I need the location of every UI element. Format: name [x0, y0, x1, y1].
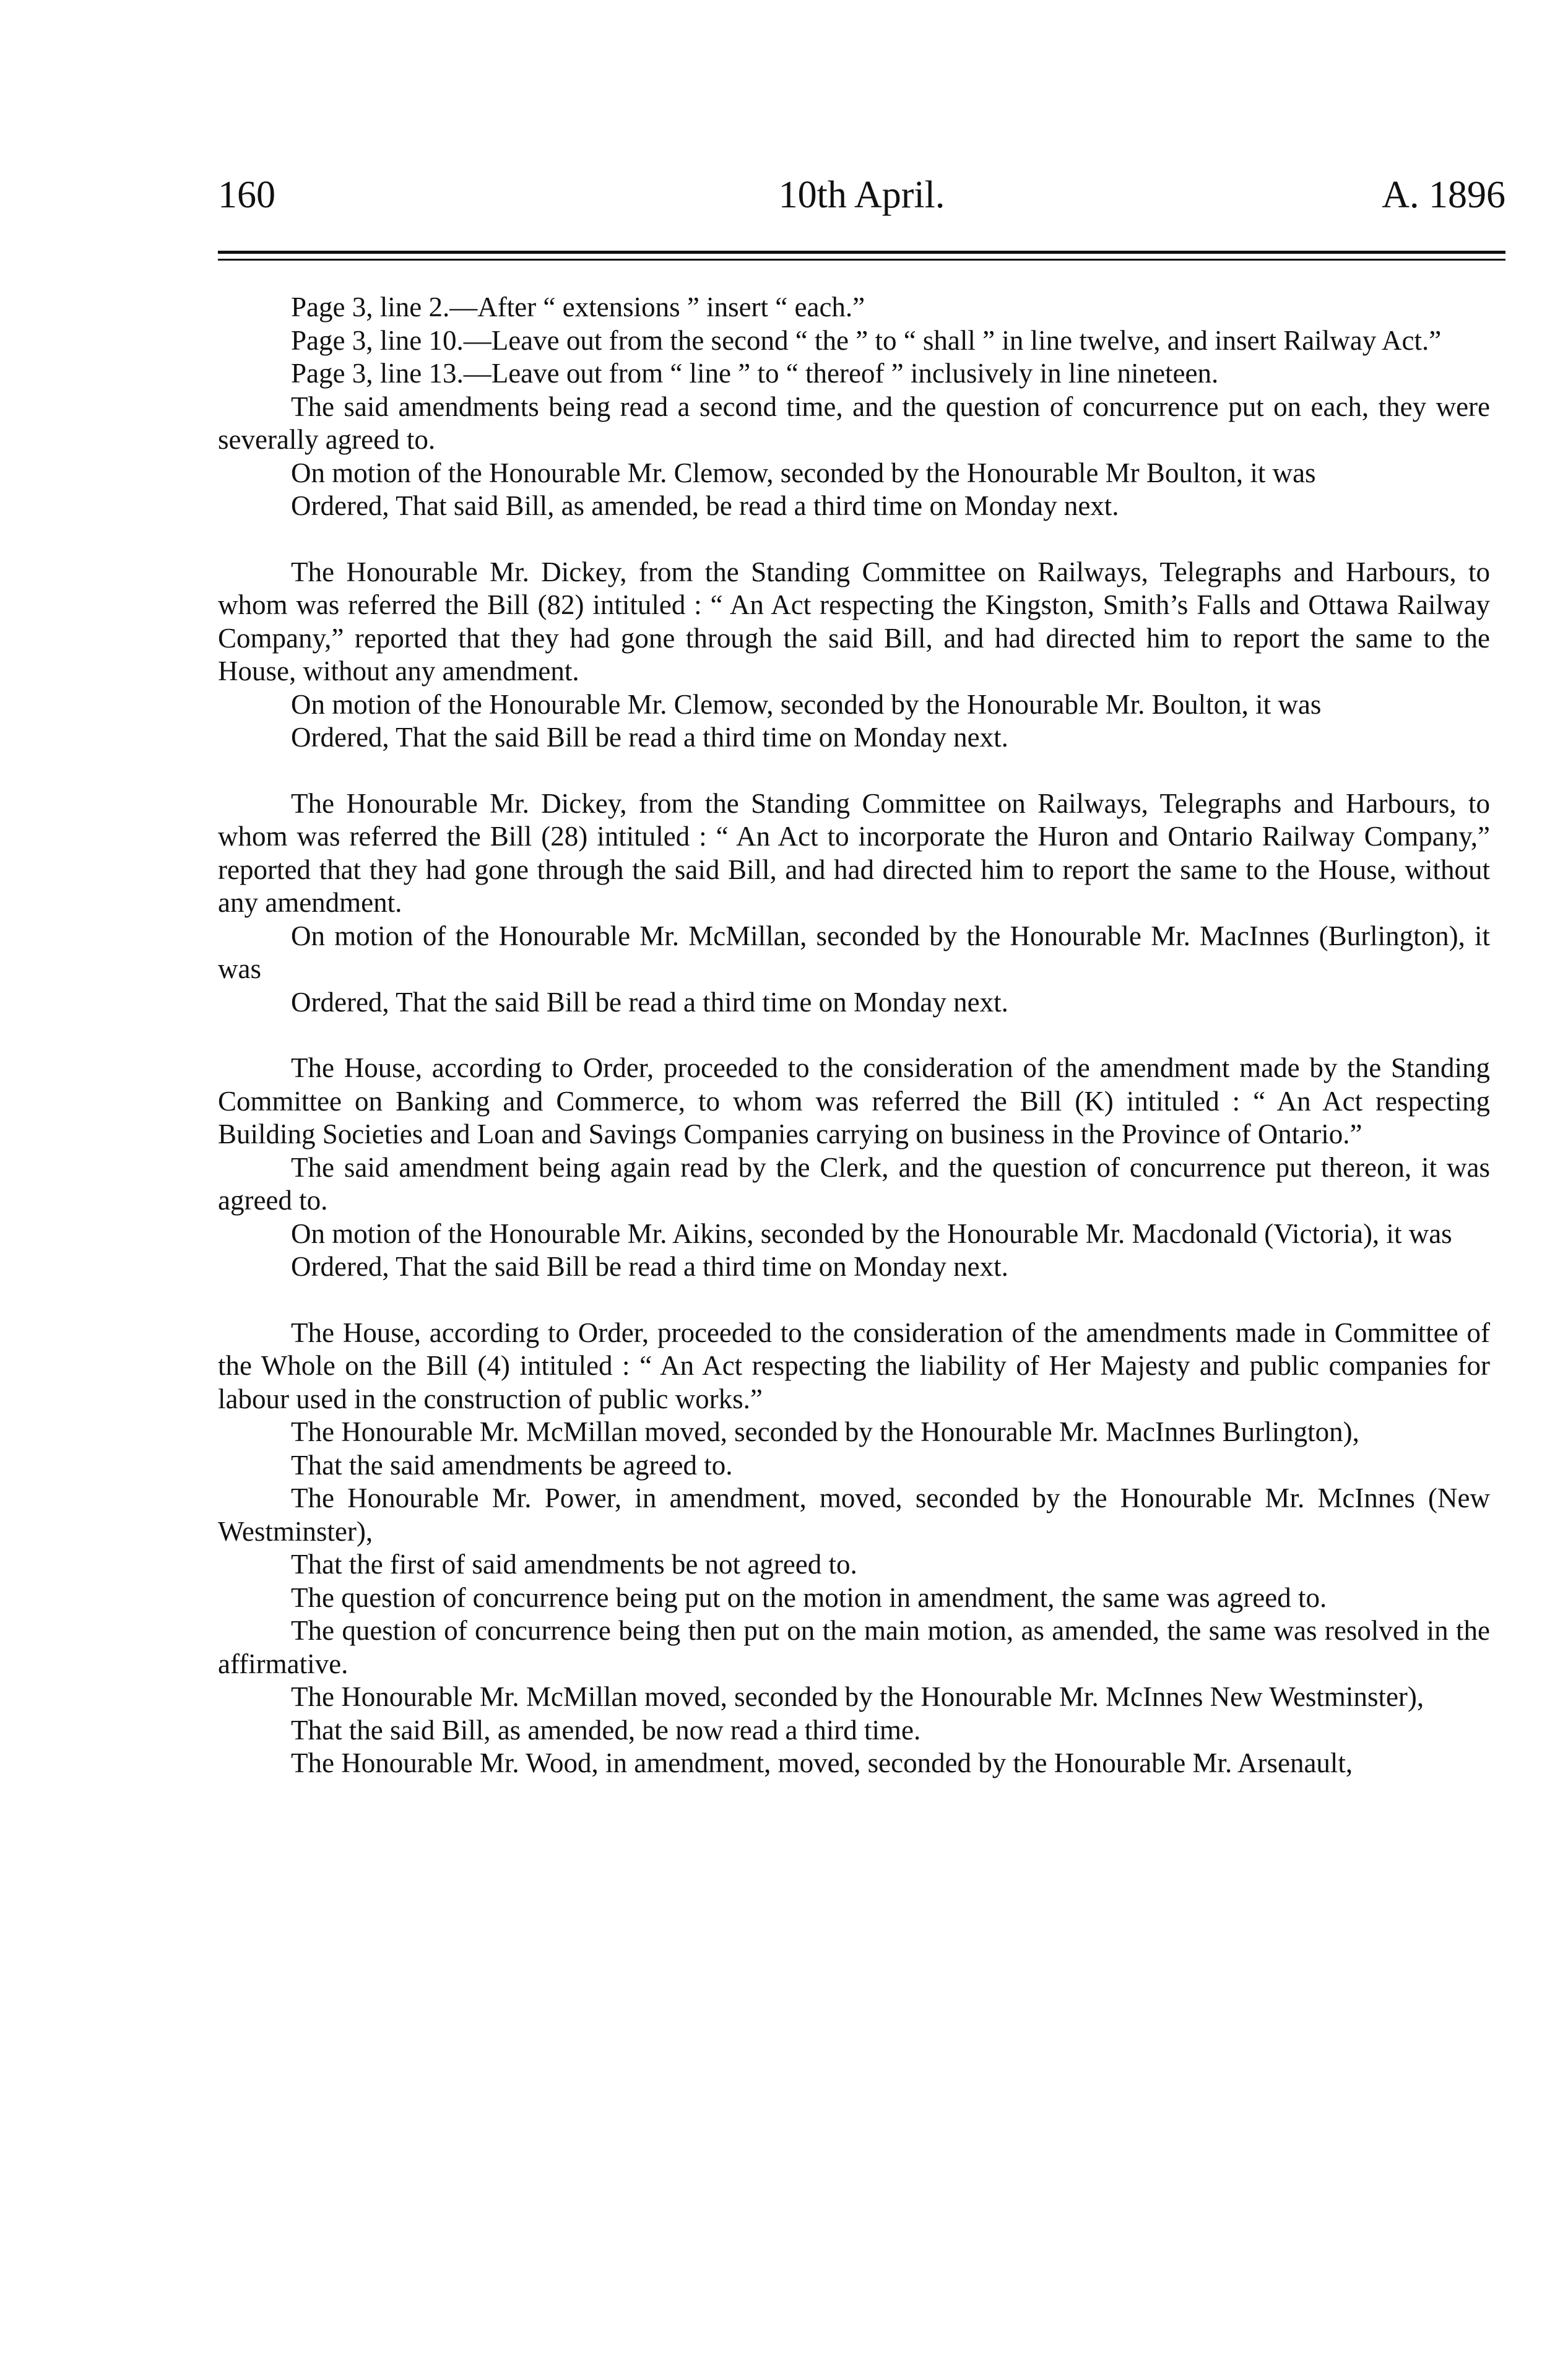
section-amendments-bill	[218, 291, 1490, 523]
paragraph: That the first of said amendments be not agreed to.	[291, 1549, 857, 1580]
page-number: 160	[218, 174, 275, 216]
paragraph: The Honourable Mr. Wood, in amendment, moved, seconded by the Honourable Mr. Arsenault,	[291, 1747, 1353, 1778]
paragraph: On motion of the Honourable Mr. Clemow, seconded by the Honourable Mr. Boulton, it was	[291, 688, 1322, 720]
section-bill-82	[218, 556, 1490, 755]
paragraph: Page 3, line 10.—Leave out from the second “ the ” to “ shall ” in line twelve, and insert Railway Act.”	[291, 324, 1442, 356]
paragraph: On motion of the Honourable Mr. McMillan, seconded by the Honourable Mr. MacInnes (Burlington), it was	[218, 920, 1490, 984]
paragraph: The Honourable Mr. McMillan moved, seconded by the Honourable Mr. McInnes New Westminster),	[291, 1681, 1424, 1712]
paragraph: The question of concurrence being then put on the main motion, as amended, the same was resolved in the affirmative.	[218, 1615, 1490, 1679]
paragraph: The Honourable Mr. Power, in amendment, moved, seconded by the Honourable Mr. McInnes (New Westminster),	[218, 1483, 1490, 1547]
section-bill-28	[218, 787, 1490, 1020]
page-body	[218, 291, 1490, 1780]
paragraph: Ordered, That said Bill, as amended, be read a third time on Monday next.	[291, 490, 1119, 521]
paragraph: Ordered, That the said Bill be read a third time on Monday next.	[291, 986, 1008, 1018]
header-rule-thin	[218, 259, 1505, 261]
section-bill-4	[218, 1317, 1490, 1780]
section-bill-k	[218, 1052, 1490, 1284]
paragraph: On motion of the Honourable Mr. Clemow, seconded by the Honourable Mr Boulton, it was	[291, 457, 1316, 488]
paragraph: The Honourable Mr. Dickey, from the Standing Committee on Railways, Telegraphs and Harbours, to whom was referred the Bill (28) intituled : “ An Act to incorporate the Huron and Ontario Railway Company,” reported that they had gone through the said Bill, and had directed him to report the same to the House, without any amendment.	[218, 787, 1490, 918]
paragraph: That the said Bill, as amended, be now read a third time.	[291, 1714, 921, 1746]
header-rule-thick	[218, 251, 1505, 254]
paragraph: Page 3, line 13.—Leave out from “ line ” to “ thereof ” inclusively in line nineteen.	[291, 358, 1219, 389]
paragraph: The question of concurrence being put on the motion in amendment, the same was agreed to.	[291, 1582, 1327, 1613]
paragraph: That the said amendments be agreed to.	[291, 1449, 733, 1481]
paragraph: Ordered, That the said Bill be read a third time on Monday next.	[291, 1251, 1008, 1282]
paragraph: The House, according to Order, proceeded to the consideration of the amendment made by the Standing Committee on Banking and Commerce, to whom was referred the Bill (K) intituled : “ An Act respecting Building Societies and Loan and Savings Companies carrying on business in the Province of Ontario.”	[218, 1052, 1490, 1150]
header-year: A. 1896	[1382, 174, 1505, 216]
header-date: 10th April.	[778, 174, 945, 216]
page-header	[218, 170, 1505, 220]
paragraph: The said amendments being read a second time, and the question of concurrence put on each, they were severally agreed to.	[218, 391, 1490, 455]
paragraph: The House, according to Order, proceeded to the consideration of the amendments made in Committee of the Whole on the Bill (4) intituled : “ An Act respecting the liability of Her Majesty and public companies for labour used in the construction of public works.”	[218, 1317, 1490, 1414]
paragraph: Ordered, That the said Bill be read a third time on Monday next.	[291, 722, 1008, 753]
paragraph: The said amendment being again read by the Clerk, and the question of concurrence put thereon, it was agreed to.	[218, 1151, 1490, 1216]
paragraph: The Honourable Mr. McMillan moved, seconded by the Honourable Mr. MacInnes Burlington),	[291, 1416, 1359, 1447]
paragraph: On motion of the Honourable Mr. Aikins, seconded by the Honourable Mr. Macdonald (Victoria), it was	[291, 1218, 1452, 1249]
paragraph: Page 3, line 2.—After “ extensions ” insert “ each.”	[291, 292, 865, 323]
paragraph: The Honourable Mr. Dickey, from the Standing Committee on Railways, Telegraphs and Harbours, to whom was referred the Bill (82) intituled : “ An Act respecting the Kingston, Smith’s Falls and Ottawa Railway Company,” reported that they had gone through the said Bill, and had directed him to report the same to the House, without any amendment.	[218, 556, 1490, 686]
